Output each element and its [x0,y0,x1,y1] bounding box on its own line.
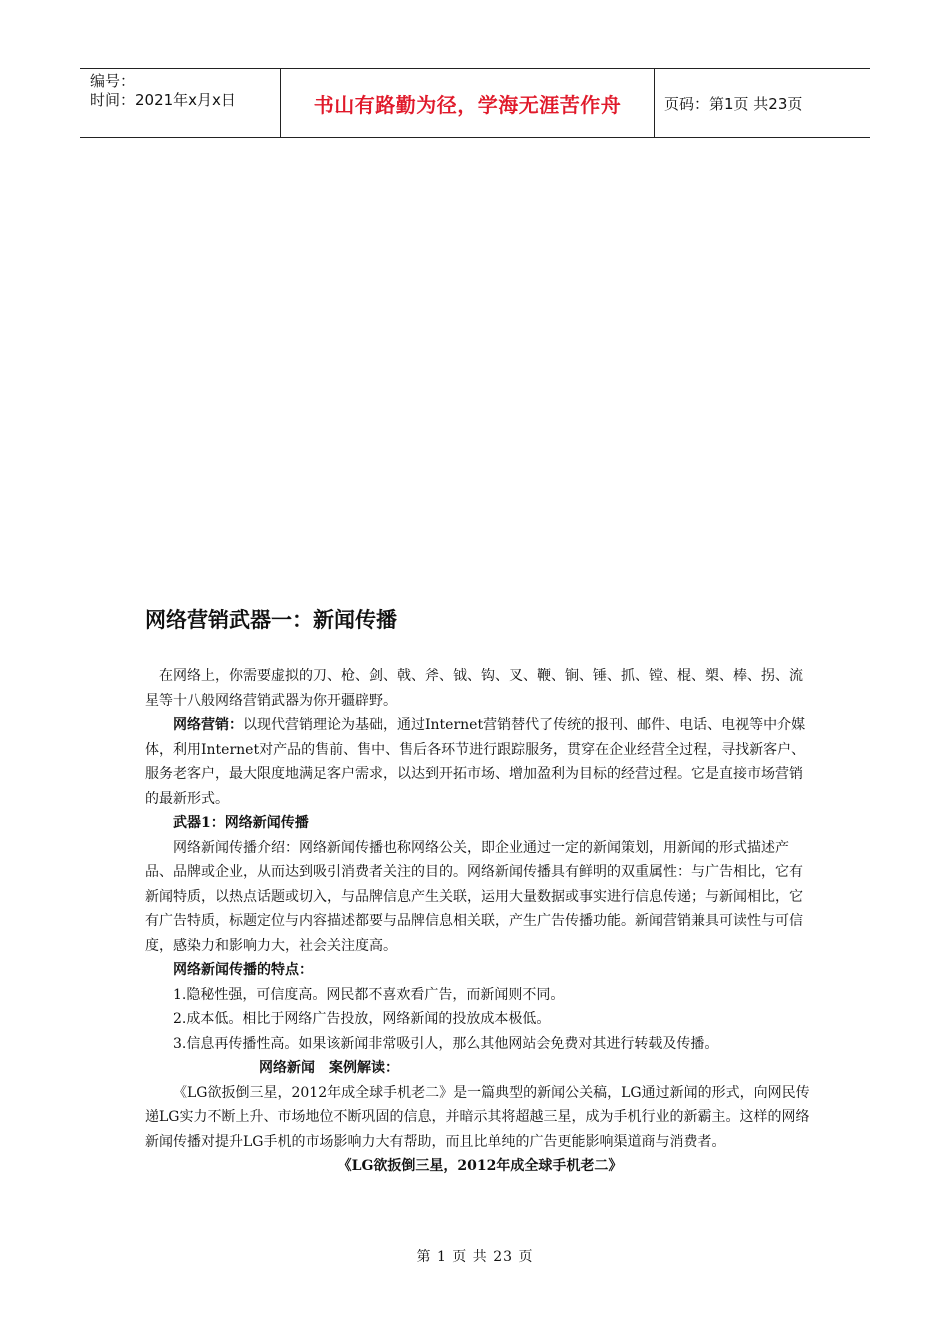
case-heading: 网络新闻 案例解读： [259,1060,399,1076]
news-intro-paragraph: 网络新闻传播介绍：网络新闻传播也称网络公关，即企业通过一定的新闻策划，用新闻的形式描述产品、品牌或企业，从而达到吸引消费者关注的目的。网络新闻传播具有鲜明的双重属性：与广告相比，它有新闻特质，以热点话题或切入，与品牌信息产生关联，运用大量数据或事实进行信息传递；与新闻相比，它有广告特质，标题定位与内容描述都要与品牌信息相关联，产生广告传播功能。新闻营销兼具可读性与可信度，感染力和影响力大，社会关注度高。 [145,839,803,954]
page-footer: 第 1 页 共 23 页 [416,1249,534,1265]
marketing-paragraph [145,713,815,811]
intro-paragraph: 在网络上，你需要虚拟的刀、枪、剑、戟、斧、钺、钩、叉、鞭、锏、锤、抓、镗、棍、槊、棒、拐、流星等十八般网络营销武器为你开疆辟野。 [145,668,803,709]
weapon1-heading: 武器1：网络新闻传播 [173,815,309,831]
serial-label: 编号： [90,72,136,90]
header-motto-cell [281,69,655,137]
feature-item: 3.信息再传播性高。如果该新闻非常吸引人，那么其他网站会免费对其进行转载及传播。 [173,1035,719,1052]
case-paragraph: 《LG欲扳倒三星，2012年成全球手机老二》是一篇典型的新闻公关稿，LG通过新闻的形式，向网民传递LG实力不断上升、市场地位不断巩固的信息，并暗示其将超越三星，成为手机行业的新霸主。这样的网络新闻传播对提升LG手机的市场影响力大有帮助，而且比单纯的广告更能影响渠道商与消费者。 [145,1084,810,1150]
marketing-text: 以现代营销理论为基础，通过Internet营销替代了传统的报刊、邮件、电话、电视等中介媒体，利用Internet对产品的售前、售中、售后各环节进行跟踪服务，贯穿在企业经营全过程，寻找新客户、服务老客户，最大限度地满足客户需求，以达到开拓市场、增加盈利为目标的经营过程。它是直接市场营销的最新形式。 [145,717,806,807]
page-label: 页码：第1页 共23页 [664,94,803,113]
motto: 书山有路勤为径，学海无涯苦作舟 [313,92,622,117]
time-label: 时间：2021年x月x日 [90,91,236,109]
header-page-cell [655,69,870,137]
marketing-label: 网络营销： [173,717,243,733]
document-body [145,664,815,1179]
document-title: 网络营销武器一：新闻传播 [145,608,397,632]
header-meta-cell [80,69,281,137]
features-heading: 网络新闻传播的特点： [173,962,313,978]
case-title: 《LG欲扳倒三星，2012年成全球手机老二》 [337,1158,623,1174]
feature-item: 1.隐秘性强，可信度高。网民都不喜欢看广告，而新闻则不同。 [173,986,565,1003]
feature-item: 2.成本低。相比于网络广告投放，网络新闻的投放成本极低。 [173,1011,551,1027]
header-table [80,68,870,138]
